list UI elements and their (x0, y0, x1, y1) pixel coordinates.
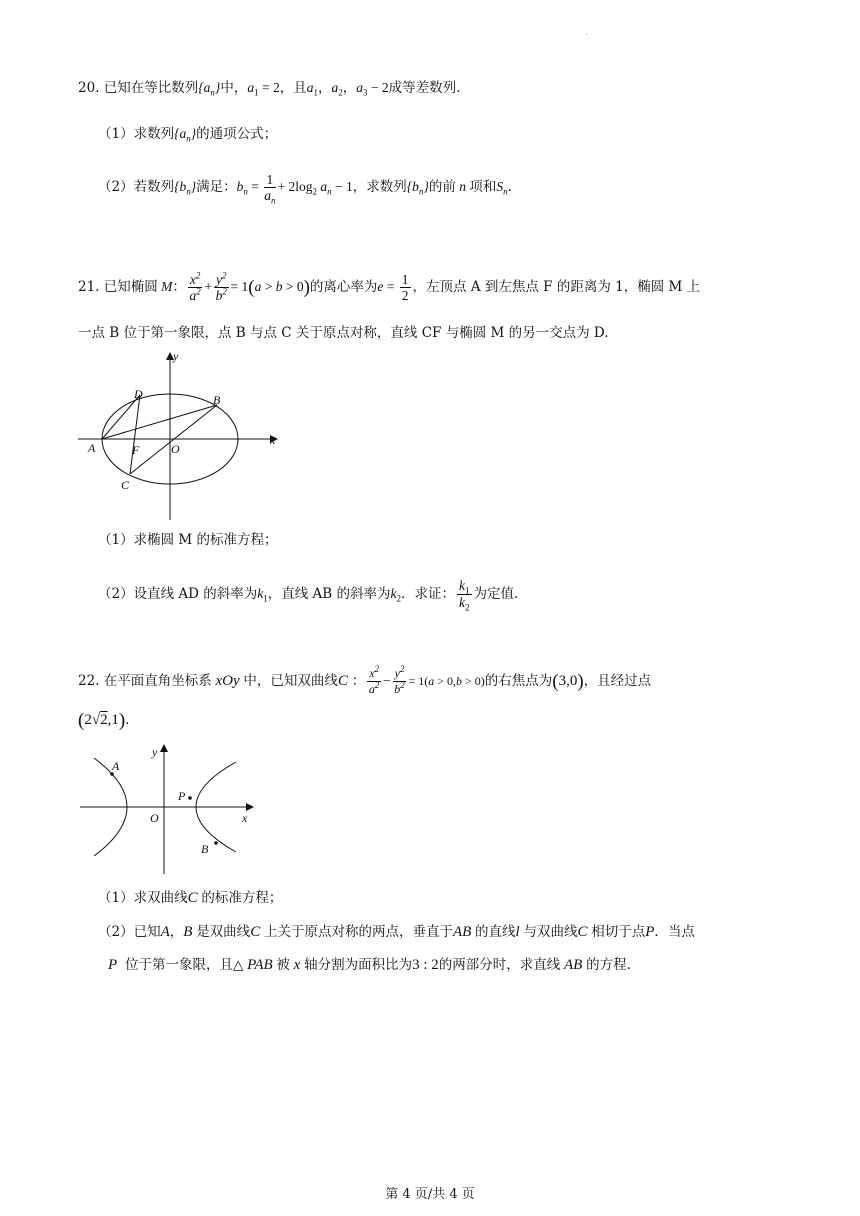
label-o: O (171, 442, 180, 456)
label-y: y (152, 745, 158, 759)
label-p: P (178, 789, 186, 803)
scan-dot-top: · (585, 30, 589, 41)
label-x: x (270, 433, 276, 447)
point-p (188, 796, 192, 800)
label-d: D (134, 387, 143, 401)
label-o: O (150, 811, 159, 825)
hyperbola-figure (74, 740, 264, 880)
x-axis-arrow (246, 803, 254, 811)
q22-point: (2√2,1). (78, 710, 130, 731)
ellipse-figure (74, 348, 284, 524)
q20-part1: （1）求数列$\{a_n\}$的通项公式； (98, 126, 278, 144)
q21-stem: 21. 已知椭圆 M： $\frac{x^2}{a^2}$ + $\frac{y^2}{b^2}$ = 1(a > b > 0)的离心率为e = $\frac{1}{2}$ ，左顶点 A 到左焦点 F 的距离为 1，椭圆 M 上 (78, 270, 701, 303)
q22-part2-line2: P 位于第一象限，且△ PAB 被 x 轴分割为面积比为3 : 2的两部分时，求直线 AB 的方程. (108, 957, 631, 973)
y-axis-arrow (160, 744, 168, 752)
q22-part1: （1）求双曲线C 的标准方程； (98, 890, 283, 906)
page-footer: 第 4 页/共 4 页 (385, 1187, 475, 1202)
q20-part2: （2）若数列$\{b_n\}$满足：$b_n$ = $\frac{1}{a_n}$ + $2\log_2$ $a_n - 1$，求数列$\{b_n\}$的前 n 项和$S_n$. (98, 172, 512, 206)
label-y: y (173, 349, 179, 363)
label-b: B (213, 393, 221, 407)
segment-ab (102, 405, 217, 439)
point-b (214, 841, 218, 845)
segment-ad (102, 395, 140, 439)
q20-stem: 20. 已知在等比数列$\{a_n\}$中，$a_1 = 2$，且$a_1$，$a_2$，$a_3 - 2$成等差数列. (78, 80, 461, 98)
label-b: B (201, 842, 209, 856)
q21-part1: （1）求椭圆 M 的标准方程； (98, 532, 278, 548)
label-a: A (112, 759, 120, 773)
q22-stem: 22. 在平面直角坐标系 xOy 中，已知双曲线C ： $\frac{x^2}{a^2}$ − $\frac{y^2}{b^2}$ = 1(a > 0,b > 0)的右焦点为(3,0)，且经过点 (78, 664, 652, 696)
label-c: C (121, 478, 130, 492)
label-x: x (242, 811, 248, 825)
q22-part2: （2）已知A，B 是双曲线C 上关于原点对称的两点，垂直于AB 的直线l 与双曲线C 相切于点P．当点 (98, 924, 695, 940)
label-a: A (88, 441, 96, 455)
segment-cd (130, 395, 140, 474)
q21-stem-line2: 一点 B 位于第一象限，点 B 与点 C 关于原点对称，直线 CF 与椭圆 M 的另一交点为 D. (78, 325, 609, 341)
q21-part2: （2）设直线 AD 的斜率为$k_1$，直线 AB 的斜率为$k_2$．求证： $\frac{k_1}{k_2}$ 为定值. (98, 578, 519, 613)
label-f: F (132, 443, 140, 457)
